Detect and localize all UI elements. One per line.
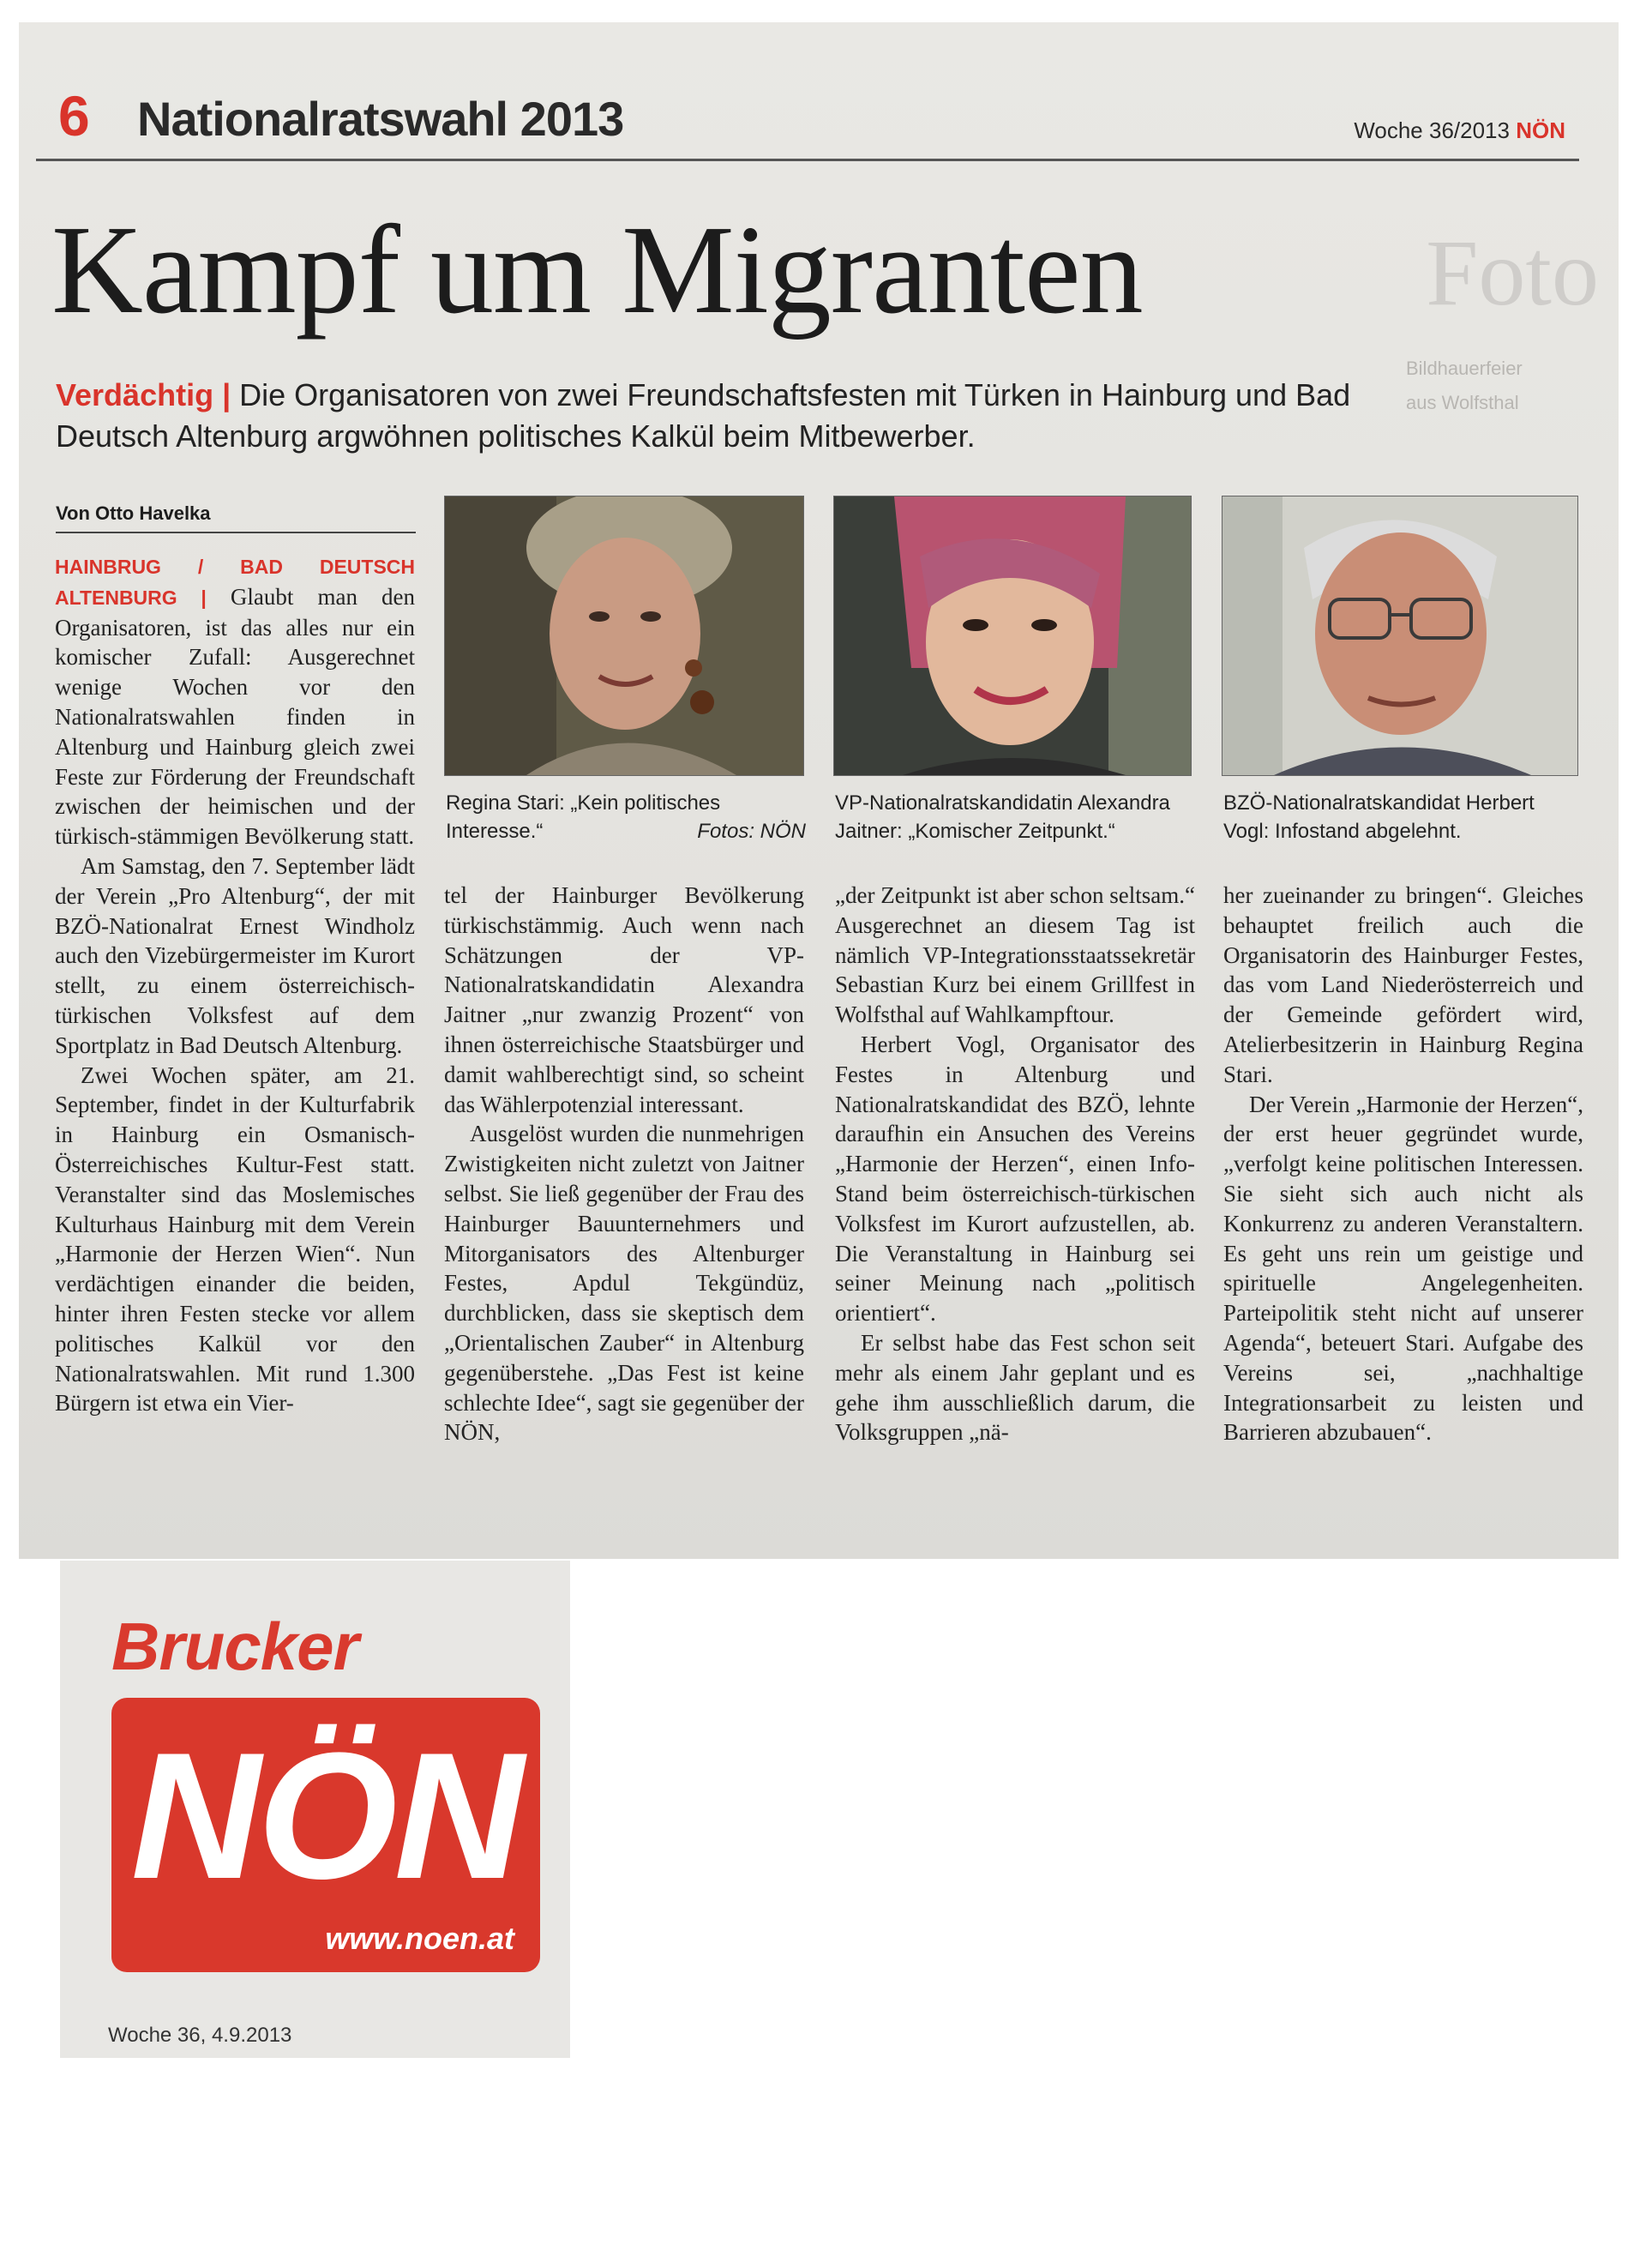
page-header	[36, 77, 1579, 161]
paragraph: Glaubt man den Organisatoren, ist das alles nur ein komischer Zufall: Ausgerechnet wenige Wochen vor den Nationalratswahlen finden in Altenburg und Hainburg gleich zwei Feste zur Förderung der Freundschaft zwischen der heimischen und der türkisch-stämmigen Bevölkerung statt.	[55, 583, 415, 850]
paragraph: tel der Hainburger Bevölkerung türkischstämmig. Auch wenn nach Schätzungen der VP-Nationalratskandidatin Alexandra Jaitner „nur zwanzig Prozent“ von ihnen österreichische Staatsbürger und damit wahlberechtigt sind, so scheint das Wählerpotenzial interessant.	[444, 882, 804, 1117]
caption-text: Regina Stari: „Kein politisches Interesse.“	[446, 791, 721, 843]
noen-logo	[111, 1698, 540, 1972]
photo-caption	[835, 789, 1195, 845]
photo-alexandra-jaitner	[833, 496, 1192, 776]
brand-mark: NÖN	[1516, 117, 1565, 143]
regional-edition-name: Brucker	[111, 1609, 358, 1684]
paragraph: Er selbst habe das Fest schon seit mehr als einem Jahr geplant und es gehe ihm ausschließlich darum, die Volksgruppen „nä-	[835, 1329, 1195, 1446]
show-through-line: aus Wolfsthal	[1406, 392, 1519, 413]
caption-text: BZÖ-Nationalratskandidat Herbert Vogl: Infostand abgelehnt.	[1223, 791, 1535, 843]
portrait-man-glasses	[1222, 496, 1577, 775]
section-title: Nationalratswahl 2013	[137, 92, 624, 146]
photo-caption	[1223, 789, 1583, 845]
issue-info	[1354, 113, 1565, 147]
edition-date: Woche 36, 4.9.2013	[108, 2024, 292, 2047]
paragraph: Am Samstag, den 7. September lädt der Verein „Pro Altenburg“, der mit BZÖ-Nationalrat Ernest Windholz auch den Vizebürgermeister im Kurort stellt, zu einem österreichisch-türkischen Volksfest auf dem Sportplatz in Bad Deutsch Altenburg.	[55, 852, 415, 1058]
article-column-3	[835, 881, 1195, 1447]
article-column-1	[55, 551, 415, 1418]
issue-week: Woche 36/2013	[1354, 117, 1510, 143]
paragraph: Ausgelöst wurden die nunmehrigen Zwistigkeiten nicht zuletzt von Jaitner selbst. Sie ließ gegenüber der Frau des Hainburger Bauunternehmers und Mitorganisators des Altenburger Festes, Apdul Tekgündüz, durchblicken, dass sie skeptisch dem „Orientalischen Zauber“ in Altenburg gegenüberstehe. „Das Fest ist keine schlechte Idee“, sagt sie gegenüber der NÖN,	[444, 1121, 804, 1446]
paragraph: Zwei Wochen später, am 21. September, findet in der Kulturfabrik in Hainburg ein Osmanisch-Österreichisches Kultur-Fest statt. Veranstalter sind das Moslemisches Kulturhaus Hainburg mit dem Verein „Harmonie der Herzen Wien“. Nun verdächtigen einander die beiden, hinter ihren Festen stecke vor allem politisches Kalkül vor den Nationalratswahlen. Mit rund 1.300 Bürgern ist etwa ein Vier-	[55, 1062, 415, 1417]
paragraph: „der Zeitpunkt ist aber schon seltsam.“ Ausgerechnet an diesem Tag ist nämlich VP-Integrationsstaatssekretär Sebastian Kurz bei einem Grillfest in Wolfsthal auf Wahlkampftour.	[835, 882, 1195, 1028]
portrait-woman-pink-hair	[834, 496, 1191, 775]
article-column-2	[444, 881, 804, 1447]
noen-logo-text: NÖN	[130, 1715, 521, 1916]
deck-text: Die Organisatoren von zwei Freundschaftsfesten mit Türken in Hainburg und Bad Deutsch Altenburg argwöhnen politisches Kalkül beim Mitbewerber.	[56, 377, 1351, 454]
paragraph: Herbert Vogl, Organisator des Festes in Altenburg und Nationalratskandidat des BZÖ, lehnte daraufhin ein Ansuchen des Vereins „Harmonie der Herzen“, einen Info-Stand beim österreichisch-türkischen Volksfest im Kurort aufzustellen, ab. Die Veranstaltung in Hainburg sei seiner Meinung nach „politisch orientiert“.	[835, 1031, 1195, 1327]
page-number: 6	[58, 84, 90, 147]
portrait-woman-headscarf	[445, 496, 803, 775]
masthead-clipping	[60, 1561, 570, 2058]
paragraph: Der Verein „Harmonie der Herzen“, der erst heuer gegründet wurde, „verfolgt keine politischen Interessen. Sie sieht sich auch nicht als Konkurrenz zu anderen Veranstaltern. Es geht uns rein um geistige und spirituelle Angelegenheiten. Parteipolitik steht nicht auf unserer Agenda“, beteuert Stari. Aufgabe des Vereins sei, „nachhaltige Integrationsarbeit zu leisten und Barrieren abzubauen“.	[1223, 1091, 1583, 1446]
photo-caption	[446, 789, 806, 845]
photo-herbert-vogl	[1222, 496, 1578, 776]
photo-credit: Fotos: NÖN	[697, 820, 806, 843]
subheadline	[56, 375, 1393, 457]
article-column-4	[1223, 881, 1583, 1447]
show-through-line: Bildhauerfeier	[1406, 358, 1523, 379]
caption-text: VP-Nationalratskandidatin Alexandra Jaitner: „Komischer Zeitpunkt.“	[835, 791, 1170, 843]
photo-regina-stari	[444, 496, 804, 776]
website-url: www.noen.at	[325, 1921, 514, 1956]
dateline: HAINBRUG / BAD DEUTSCH ALTENBURG |	[55, 556, 415, 609]
byline: Von Otto Havelka	[56, 499, 416, 533]
headline: Kampf um Migranten	[51, 200, 1143, 340]
paragraph: her zueinander zu bringen“. Gleiches behauptet freilich auch die Organisatorin des Hainburger Festes, das vom Land Niederösterreich und der Gemeinde gefördert wird, Atelierbesitzerin in Hainburg Regina Stari.	[1223, 882, 1583, 1087]
kicker: Verdächtig |	[56, 377, 231, 412]
show-through-text: Foto	[1426, 220, 1599, 325]
